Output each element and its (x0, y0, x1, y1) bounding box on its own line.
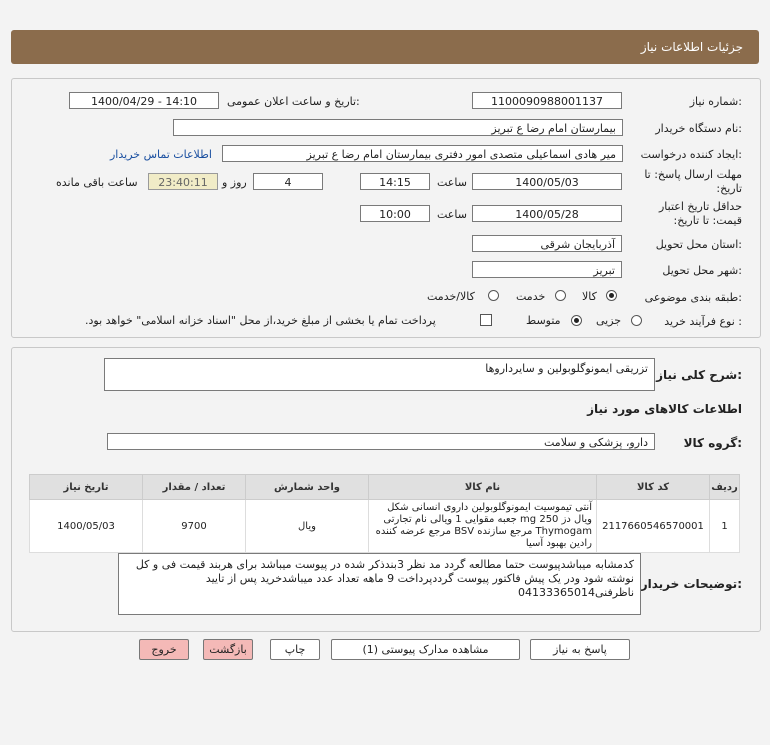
reply-button[interactable]: پاسخ به نیاز (530, 639, 630, 660)
process-radio-minor[interactable] (631, 315, 642, 326)
category-option-service: خدمت (516, 290, 546, 303)
need-number-field: 1100090988001137 (472, 92, 622, 109)
page-header (11, 30, 759, 64)
treasury-payment-note: پرداخت تمام یا بخشی از مبلغ خرید،از محل "اسناد خزانه اسلامی" خواهد بود. (85, 314, 436, 327)
buyer-org-field: بیمارستان امام رضا ع تبریز (173, 119, 623, 136)
category-option-goods-service: کالا/خدمت (427, 290, 475, 303)
page-title: جزئیات اطلاعات نیاز (640, 40, 743, 54)
province-field: آذربایجان شرقی (472, 235, 622, 252)
treasury-payment-checkbox[interactable] (480, 314, 492, 326)
process-radio-medium[interactable] (571, 315, 582, 326)
process-option-minor: جزیی (596, 314, 622, 327)
process-label: نوع فرآیند خرید : (664, 315, 742, 328)
col-name: نام کالا (369, 475, 597, 500)
category-radio-goods[interactable] (606, 290, 617, 301)
reply-time-field: 14:15 (360, 173, 430, 190)
validity-label: حداقل تاریخ اعتبار قیمت: تا تاریخ: (658, 200, 742, 227)
print-button[interactable]: چاپ (270, 639, 320, 660)
creator-label: ایجاد کننده درخواست: (640, 148, 742, 161)
col-date: تاریخ نیاز (30, 475, 143, 500)
city-field: تبریز (472, 261, 622, 278)
validity-date-field: 1400/05/28 (472, 205, 622, 222)
need-number-label: شماره نیاز: (689, 95, 742, 108)
category-radio-goods-service[interactable] (488, 290, 499, 301)
category-option-goods: کالا (582, 290, 597, 303)
items-table-header (30, 475, 740, 500)
goods-group-label: گروه کالا: (683, 436, 742, 450)
buyer-notes-field: کدمشابه میباشدپیوست حتما مطالعه گردد مد نظر 3بندذکر شده در پیوست میباشد برای هربند قیمت فی و کل نوشته شود ودر یک پیش فاکتور پیوست گرددپرداخت 9 ماهه تعداد عدد میباشدخرید پس از تایید ناظرفنی04133365014 (118, 553, 641, 615)
province-label: استان محل تحویل: (655, 238, 742, 251)
back-button[interactable]: بازگشت (203, 639, 253, 660)
buyer-contact-link[interactable]: اطلاعات تماس خریدار (110, 148, 212, 161)
need-summary-label: شرح کلی نیاز: (656, 368, 742, 382)
col-code: کد کالا (597, 475, 710, 500)
col-qty: تعداد / مقدار (143, 475, 246, 500)
creator-field: میر هادی اسماعیلی متصدی امور دفتری بیمارستان امام رضا ع تبریز (222, 145, 623, 162)
days-label: روز و (222, 176, 247, 189)
days-field: 4 (253, 173, 323, 190)
cell-qty: 9700 (143, 500, 246, 553)
announce-field: 1400/04/29 - 14:10 (69, 92, 219, 109)
reply-time-label: ساعت (437, 176, 467, 189)
cell-name: آنتی تیموسیت ایمونوگلوبولین داروی انسانی شکل ویال دز 250 mg جعبه مقوایی 1 ویالی نام تجارتی Thymogam مرجع سازنده BSV مرجع عرضه کننده رادین بهبود آسیا (369, 500, 597, 553)
city-label: شهر محل تحویل: (662, 264, 742, 277)
cell-unit: ویال (246, 500, 369, 553)
exit-button[interactable]: خروج (139, 639, 189, 660)
category-label: طبقه بندی موضوعی: (644, 291, 742, 304)
goods-group-field: دارو، پزشکی و سلامت (107, 433, 655, 450)
remaining-time-display: 23:40:11 (148, 173, 218, 190)
attachments-button[interactable]: مشاهده مدارک پیوستی (1) (331, 639, 520, 660)
need-summary-field: تزریقی ایمونوگلوبولین و سایرداروها (104, 358, 655, 391)
table-row[interactable] (30, 500, 740, 553)
cell-date: 1400/05/03 (30, 500, 143, 553)
buyer-notes-label: توضیحات خریدار: (640, 577, 742, 591)
col-unit: واحد شمارش (246, 475, 369, 500)
reply-deadline-label: مهلت ارسال پاسخ: تا تاریخ: (644, 168, 742, 195)
remaining-label: ساعت باقی مانده (56, 176, 138, 189)
validity-time-field: 10:00 (360, 205, 430, 222)
items-info-title: اطلاعات کالاهای مورد نیاز (587, 402, 742, 416)
col-index: ردیف (710, 475, 740, 500)
announce-label: تاریخ و ساعت اعلان عمومی: (227, 95, 360, 108)
reply-date-field: 1400/05/03 (472, 173, 622, 190)
items-table (29, 474, 740, 553)
category-radio-service[interactable] (555, 290, 566, 301)
validity-time-label: ساعت (437, 208, 467, 221)
cell-index: 1 (710, 500, 740, 553)
process-option-medium: متوسط (526, 314, 561, 327)
cell-code: 2117660546570001 (597, 500, 710, 553)
buyer-org-label: نام دستگاه خریدار: (655, 122, 742, 135)
